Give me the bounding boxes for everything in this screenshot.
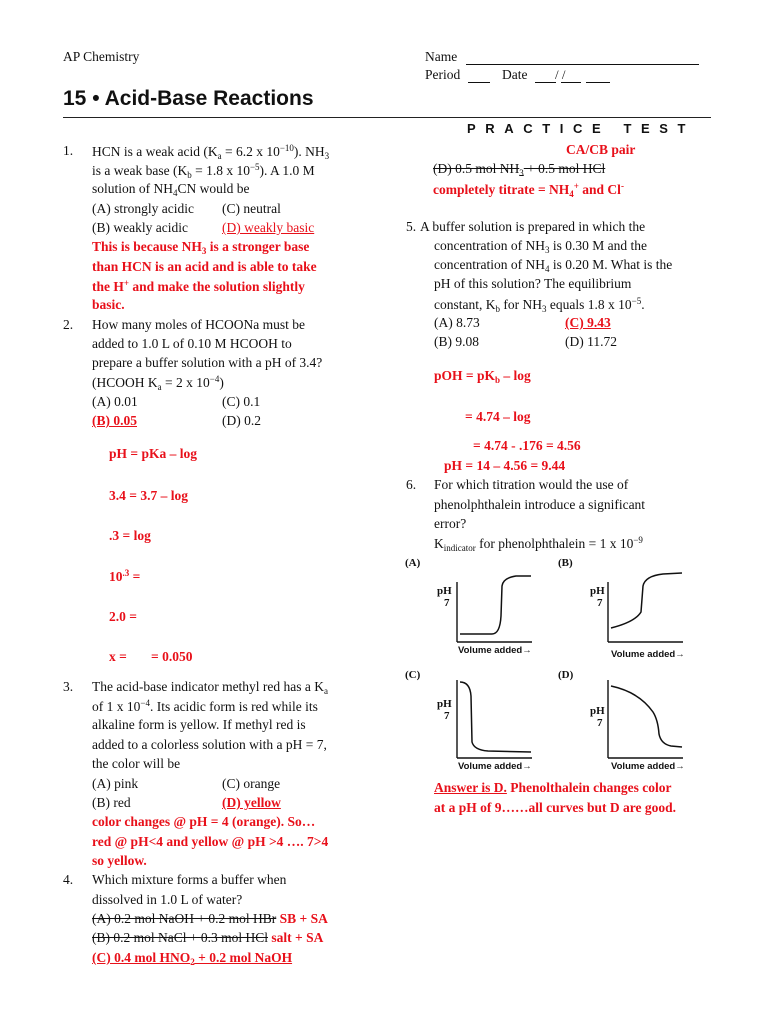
- ph-axis-label: pH: [590, 705, 605, 717]
- option-b: (B) 9.08: [434, 334, 479, 349]
- explanation: red @ pH<4 and yellow @ pH >4 …. 7>4: [92, 834, 329, 849]
- question-text: HCN is a weak acid ($K_a = 6.2$ x $10^{-10}$). $NH_3$: [92, 143, 330, 161]
- option-d: (D) 11.72: [565, 334, 617, 349]
- option-d: (D) 0.2: [222, 413, 261, 428]
- course-name: AP Chemistry: [63, 49, 140, 64]
- work-step: = 4.74 - .176 = 4.56: [473, 438, 581, 453]
- work-step: pOH = $pK_b$ – log: [434, 368, 531, 385]
- question-text: constant, $K_b$ for $NH_3$ equals 1.8 x $10^{-5}$.: [434, 296, 645, 314]
- work-step: pH = pKa – log: [109, 446, 197, 461]
- ph-seven: 7: [597, 597, 603, 609]
- option-a: (A) 0.01: [92, 394, 138, 409]
- question-number: 5.: [406, 219, 417, 234]
- correct-answer: (D) weakly basic: [222, 220, 315, 235]
- question-text: concentration of $NH_4$ is 0.20 M. What is the: [434, 257, 673, 274]
- question-text: of 1 x $10^{-4}$. Its acidic form is red while its: [92, 698, 318, 714]
- correct-answer: (B) 0.05: [92, 413, 137, 428]
- titration-curve-c: [404, 668, 534, 776]
- question-number: 3.: [63, 679, 74, 694]
- option-a: (A) 0.2 mol NaOH + 0.2 mol HBr SB + SA: [92, 911, 328, 926]
- date-blank-1: [535, 82, 556, 83]
- question-text: added to a colorless solution with a pH = 7,: [92, 737, 327, 752]
- ph-seven: 7: [444, 597, 450, 609]
- explanation: color changes @ pH = 4 (orange). So…: [92, 814, 316, 829]
- question-text: The acid-base indicator methyl red has a $K_a$: [92, 679, 329, 696]
- question-text: Which mixture forms a buffer when: [92, 872, 287, 887]
- question-text: A buffer solution is prepared in which the: [420, 219, 646, 234]
- name-blank: [466, 64, 699, 65]
- note-c: CA/CB pair: [566, 142, 636, 157]
- question-text: dissolved in 1.0 L of water?: [92, 892, 243, 907]
- titration-curve-b: [555, 556, 685, 664]
- work-step: .3 = log: [109, 528, 151, 543]
- graph-label: (A): [405, 557, 421, 569]
- question-text: error?: [434, 516, 467, 531]
- question-number: 6.: [406, 477, 417, 492]
- note: SB + SA: [279, 911, 328, 926]
- x-axis-label: Volume added→: [458, 761, 532, 772]
- option-c: (C) 0.1: [222, 394, 261, 409]
- option-b: (B) 0.2 mol NaCl + 0.3 mol HCl salt + SA: [92, 930, 324, 945]
- option-a: (A) 8.73: [434, 315, 480, 330]
- option-c: (C) orange: [222, 776, 281, 791]
- titration-curve-d: [555, 668, 685, 776]
- question-text: pH of this solution? The equilibrium: [434, 276, 632, 291]
- question-text: added to 1.0 L of 0.10 M HCOOH to: [92, 336, 292, 351]
- question-text: is a weak base ($K_b = 1.8$ x $10^{-5}$). A 1.0 M: [92, 162, 315, 180]
- question-text: phenolphthalein introduce a significant: [434, 497, 646, 512]
- date-blank-3: [586, 82, 610, 83]
- ph-axis-label: pH: [437, 698, 452, 710]
- question-text: the color will be: [92, 756, 181, 771]
- question-text: concentration of $NH_3$ is 0.30 M and the: [434, 238, 647, 255]
- question-text: $K_{indicator}$ for phenolphthalein = 1 x $10^{-9}$: [434, 535, 643, 553]
- ph-seven: 7: [444, 710, 450, 722]
- explanation: than HCN is an acid and is able to take: [92, 259, 317, 274]
- x-axis-label: Volume added→: [611, 761, 685, 772]
- question-number: 2.: [63, 317, 74, 332]
- answer-explanation: at a pH of 9……all curves but D are good.: [434, 800, 676, 815]
- question-text: solution of $NH_4CN$ would be: [92, 181, 250, 198]
- option-a: (A) strongly acidic: [92, 201, 194, 216]
- x-axis-label: Volume added→: [611, 649, 685, 660]
- note: salt + SA: [271, 930, 324, 945]
- option-a: (A) pink: [92, 776, 139, 791]
- title-divider: [63, 117, 711, 118]
- date-slashes: / /: [555, 67, 566, 82]
- period-blank: [468, 82, 490, 83]
- page-title: 15 • Acid-Base Reactions: [63, 87, 314, 110]
- work-step: pH = 14 – 4.56 = 9.44: [444, 458, 566, 473]
- explanation: This is because $NH_3$ is a stronger base: [92, 239, 310, 256]
- ph-axis-label: pH: [437, 585, 452, 597]
- option-c: (C) neutral: [222, 201, 281, 216]
- x-axis-label: Volume added→: [458, 645, 532, 656]
- work-step-result: = 0.050: [151, 649, 193, 664]
- graph-label: (D): [558, 669, 574, 681]
- explanation: so yellow.: [92, 853, 147, 868]
- explanation: basic.: [92, 297, 125, 312]
- question-number: 4.: [63, 872, 74, 887]
- name-label: Name: [425, 49, 458, 64]
- correct-answer: (C) 9.43: [565, 315, 611, 330]
- correct-answer: (D) yellow: [222, 795, 281, 810]
- note-d: completely titrate = $NH_4^+$ and Cl-: [433, 181, 624, 199]
- question-text: For which titration would the use of: [434, 477, 629, 492]
- option-b: (B) red: [92, 795, 131, 810]
- work-step: 3.4 = 3.7 – log: [109, 488, 188, 503]
- question-text: (HCOOH $K_a = 2$ x $10^{-4}$): [92, 374, 224, 392]
- work-step: 2.0 =: [109, 609, 137, 624]
- option-d: (D) 0.5 mol $NH_3 + 0.5$ mol HCl: [433, 161, 606, 178]
- explanation: the H+ and make the solution slightly: [92, 278, 305, 294]
- ph-axis-label: pH: [590, 585, 605, 597]
- work-step: $10^{.3}$ =: [109, 568, 141, 584]
- graph-label: (B): [558, 557, 573, 569]
- date-label: Date: [502, 67, 528, 82]
- question-number: 1.: [63, 143, 74, 158]
- question-text: How many moles of HCOONa must be: [92, 317, 305, 332]
- work-step-x: x =: [109, 649, 127, 664]
- option-b: (B) weakly acidic: [92, 220, 188, 235]
- work-step: = 4.74 – log: [465, 409, 531, 424]
- practice-test-heading: PRACTICE TEST: [467, 121, 696, 136]
- ph-seven: 7: [597, 717, 603, 729]
- graph-label: (C): [405, 669, 421, 681]
- question-text: prepare a buffer solution with a pH of 3.4?: [92, 355, 323, 370]
- question-text: alkaline form is yellow. If methyl red is: [92, 717, 306, 732]
- correct-answer: (C) 0.4 mol $HNO_2 + 0.2$ mol NaOH: [92, 950, 293, 967]
- period-label: Period: [425, 67, 461, 82]
- answer-explanation: Answer is D. Phenolthalein changes color: [434, 780, 672, 795]
